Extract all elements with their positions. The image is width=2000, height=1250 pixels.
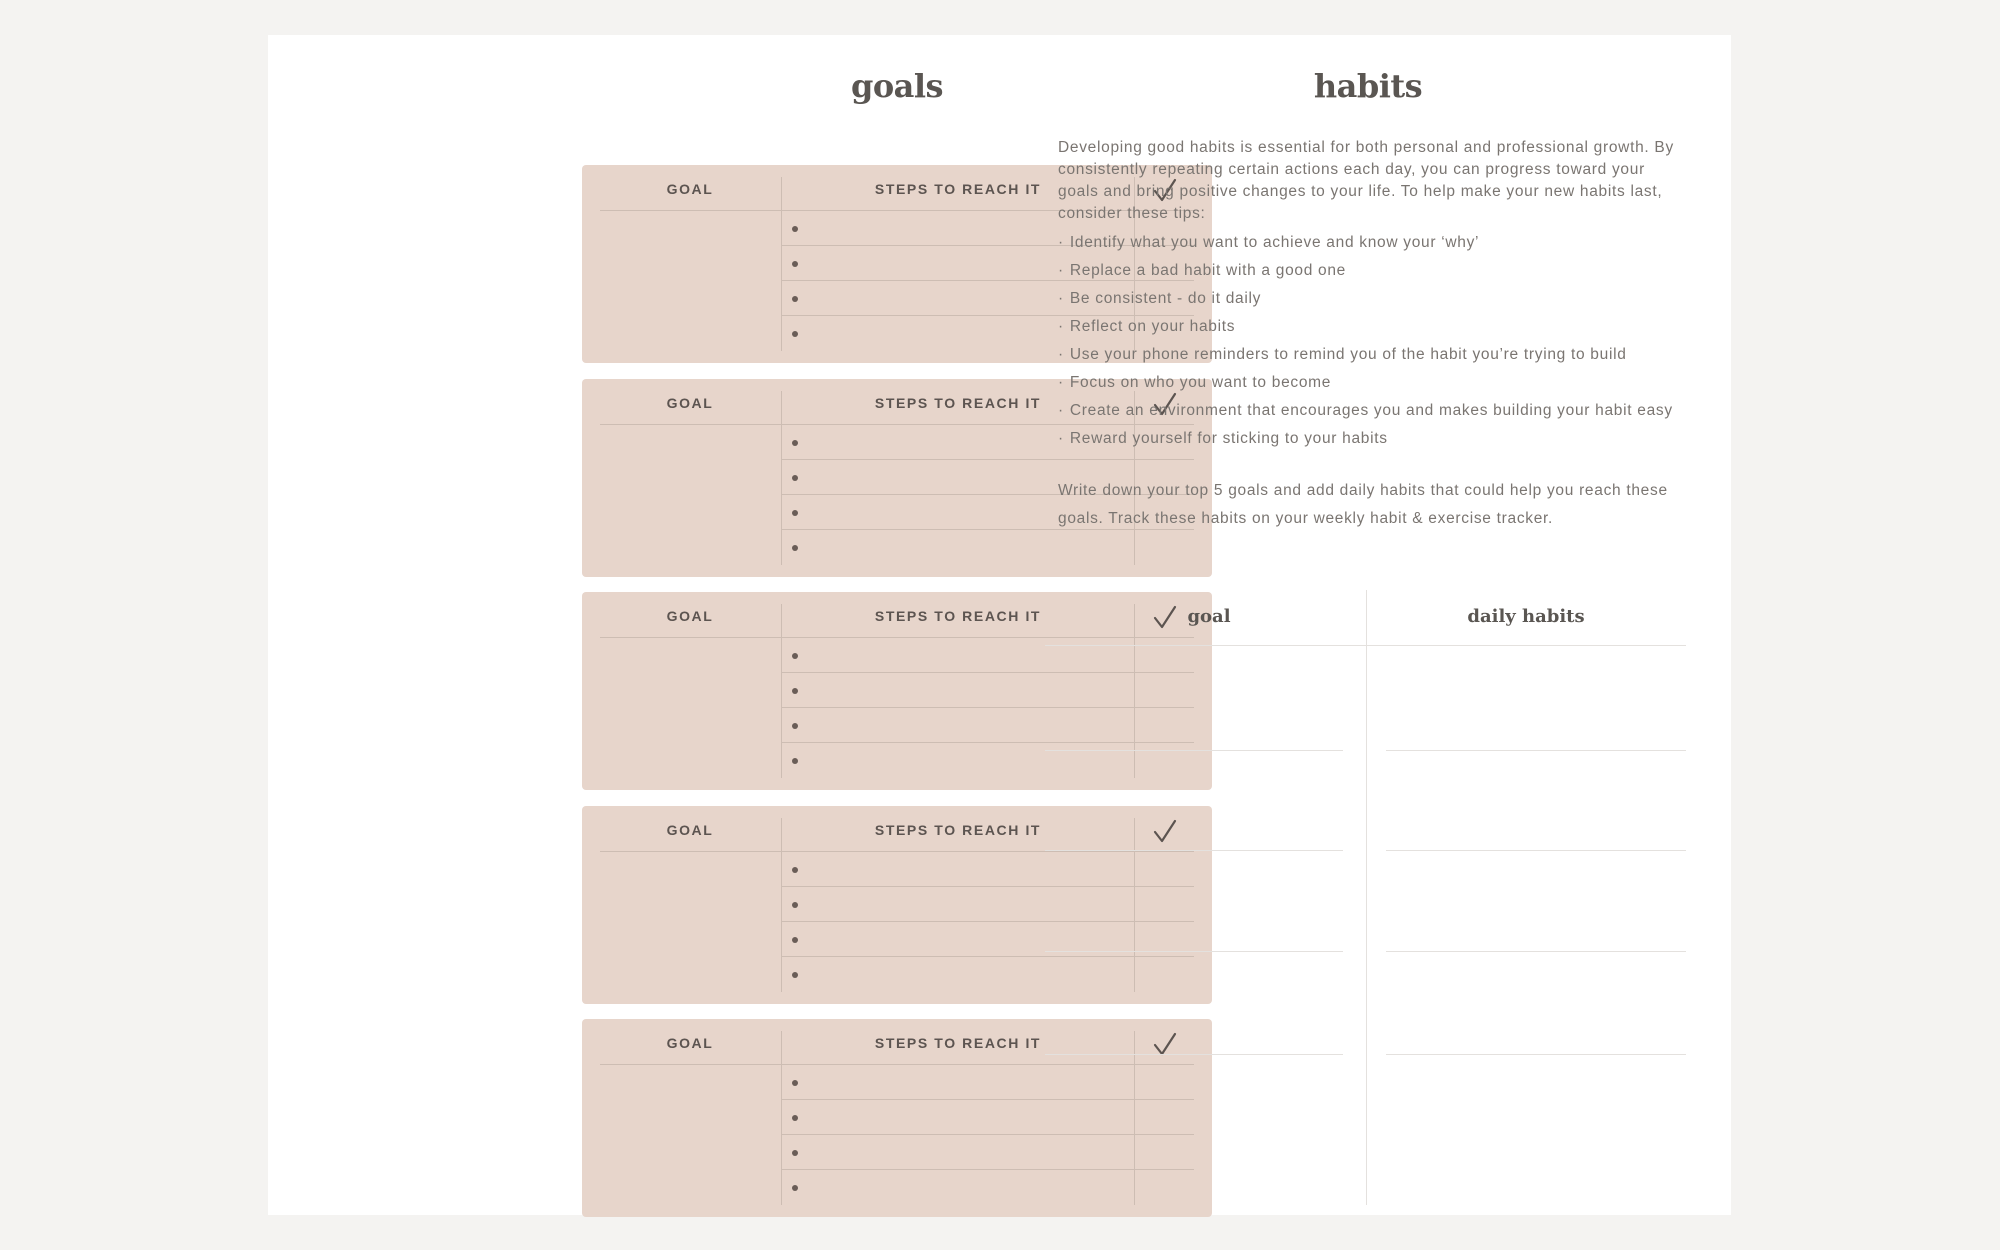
bullet-dot-icon	[792, 1150, 798, 1156]
bullet-dot-icon	[792, 296, 798, 302]
habit-row-line	[1386, 951, 1686, 952]
step-row[interactable]	[782, 1100, 1194, 1135]
bullet-icon: ·	[1058, 374, 1064, 391]
steps-column-header: STEPS TO REACH IT	[874, 181, 1042, 197]
tip-item	[1058, 313, 1678, 341]
bullet-icon: ·	[1058, 290, 1064, 307]
tip-text: Replace a bad habit with a good one	[1069, 262, 1347, 279]
steps-column-header: STEPS TO REACH IT	[874, 1035, 1042, 1051]
bullet-dot-icon	[792, 1080, 798, 1086]
step-row[interactable]	[782, 530, 1194, 564]
tip-item	[1058, 369, 1678, 397]
tip-item	[1058, 285, 1678, 313]
tip-text: Use your phone reminders to remind you of the habit you’re trying to build	[1069, 346, 1627, 363]
tip-text: Be consistent - do it daily	[1069, 290, 1262, 307]
habits-title: habits	[1313, 67, 1423, 105]
step-row[interactable]	[782, 1065, 1194, 1100]
goal-column-header: GOAL	[666, 821, 714, 838]
step-row[interactable]	[782, 708, 1194, 743]
table-header-daily-habits: daily habits	[1467, 606, 1585, 627]
tip-item	[1058, 397, 1678, 425]
step-row[interactable]	[782, 852, 1194, 887]
goal-row-line	[1045, 750, 1343, 751]
goal-card	[582, 806, 1212, 1004]
bullet-icon: ·	[1058, 318, 1064, 335]
step-row[interactable]	[782, 1170, 1194, 1204]
tip-text: Reward yourself for sticking to your habits	[1069, 430, 1388, 447]
step-row[interactable]	[782, 638, 1194, 673]
goal-row-line	[1045, 951, 1343, 952]
bullet-dot-icon	[792, 510, 798, 516]
bullet-dot-icon	[792, 653, 798, 659]
planner-page	[268, 35, 1731, 1215]
bullet-dot-icon	[792, 440, 798, 446]
step-row[interactable]	[782, 1135, 1194, 1170]
tip-text: Focus on who you want to become	[1069, 374, 1332, 391]
goal-card	[582, 1019, 1212, 1217]
bullet-dot-icon	[792, 261, 798, 267]
bullet-icon: ·	[1058, 402, 1064, 419]
tip-item	[1058, 229, 1678, 257]
checkmark-icon	[1135, 812, 1195, 852]
tip-item	[1058, 257, 1678, 285]
bullet-dot-icon	[792, 972, 798, 978]
tip-text: Reflect on your habits	[1069, 318, 1236, 335]
bullet-dot-icon	[792, 1185, 798, 1191]
goal-column-header: GOAL	[666, 394, 714, 411]
tip-item	[1058, 341, 1678, 369]
bullet-dot-icon	[792, 902, 798, 908]
tips-list	[1058, 229, 1678, 453]
goal-column-header: GOAL	[666, 1035, 714, 1051]
steps-column-header: STEPS TO REACH IT	[874, 821, 1042, 838]
goal-column-header: GOAL	[666, 181, 714, 197]
bullet-icon: ·	[1058, 262, 1064, 279]
bullet-dot-icon	[792, 1115, 798, 1121]
table-header-goal: goal	[1187, 606, 1231, 627]
bullet-dot-icon	[792, 226, 798, 232]
bullet-icon: ·	[1058, 234, 1064, 251]
table-column-divider	[1366, 590, 1367, 1205]
tip-item	[1058, 425, 1678, 453]
habit-row-line	[1386, 850, 1686, 851]
goals-title: goals	[850, 67, 944, 105]
bullet-dot-icon	[792, 688, 798, 694]
step-row[interactable]	[782, 957, 1194, 991]
bullet-dot-icon	[792, 475, 798, 481]
step-row[interactable]	[782, 887, 1194, 922]
bullet-icon: ·	[1058, 430, 1064, 447]
checkmark-icon	[1135, 1025, 1195, 1065]
table-header-line	[1045, 645, 1686, 646]
goal-row-line	[1045, 1054, 1343, 1055]
tip-text: Identify what you want to achieve and know your ‘why’	[1069, 234, 1480, 251]
step-row[interactable]	[782, 673, 1194, 708]
bullet-dot-icon	[792, 937, 798, 943]
intro-paragraph: Developing good habits is essential for both personal and professional growth. By consistently repeating certain actions each day, you can progress toward your goals and bring positive changes to your life. To help make your new habits last, consider these tips:	[1058, 139, 1674, 222]
bullet-dot-icon	[792, 723, 798, 729]
outro-paragraph: Write down your top 5 goals and add daily habits that could help you reach these goals. Track these habits on your weekly habit & exercise tracker.	[1058, 482, 1668, 527]
bullet-dot-icon	[792, 331, 798, 337]
steps-column-header: STEPS TO REACH IT	[874, 394, 1042, 411]
habit-row-line	[1386, 750, 1686, 751]
steps-column-header: STEPS TO REACH IT	[874, 608, 1042, 624]
bullet-dot-icon	[792, 867, 798, 873]
habit-row-line	[1386, 1054, 1686, 1055]
habits-intro	[1058, 137, 1678, 533]
bullet-icon: ·	[1058, 346, 1064, 363]
goal-row-line	[1045, 850, 1343, 851]
bullet-dot-icon	[792, 758, 798, 764]
tip-text: Create an environment that encourages you and makes building your habit easy	[1069, 402, 1673, 419]
step-row[interactable]	[782, 743, 1194, 777]
goal-column-header: GOAL	[666, 608, 714, 624]
bullet-dot-icon	[792, 545, 798, 551]
